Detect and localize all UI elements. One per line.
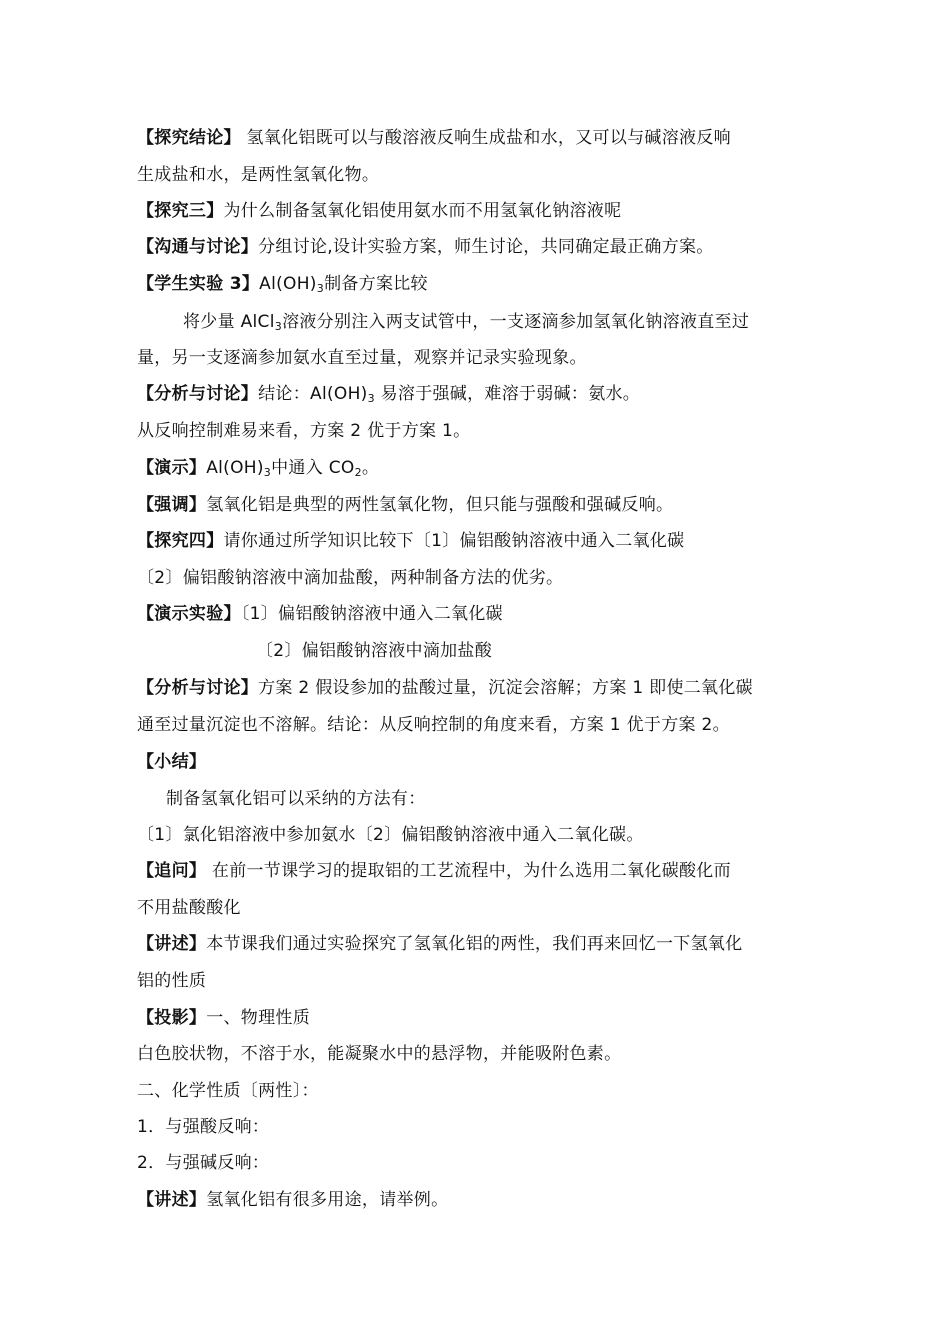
body-text: 将少量 AlCl — [183, 312, 275, 332]
body-text: 方案 2 假设参加的盐酸过量，沉淀会溶解；方案 1 即使二氧化碳 — [258, 678, 753, 698]
heading-label: 【演示】 — [137, 458, 207, 478]
paragraph-discussion — [137, 235, 714, 259]
body-text: 氢氧化铝有很多用途，请举例。 — [206, 1190, 449, 1210]
body-text: 从反响控制难易来看，方案 2 优于方案 1。 — [137, 421, 471, 441]
paragraph-line — [137, 1042, 621, 1066]
body-text: 在前一节课学习的提取铝的工艺流程中，为什么选用二氧化碳酸化而 — [206, 861, 731, 881]
paragraph-line — [137, 1079, 319, 1103]
paragraph-line — [137, 896, 241, 920]
body-text: 生成盐和水，是两性氢氧化物。 — [137, 165, 380, 185]
heading-label: 【小结】 — [137, 752, 207, 772]
heading-label: 【讲述】 — [137, 934, 207, 954]
paragraph-line — [183, 310, 749, 334]
paragraph-inquiry-four — [137, 529, 684, 553]
heading-label: 【分析与讨论】 — [137, 678, 259, 698]
paragraph-summary — [137, 750, 206, 774]
body-text: 一、物理性质 — [206, 1008, 311, 1028]
paragraph-demo — [137, 456, 379, 480]
paragraph-line — [137, 566, 563, 590]
heading-label: 【分析与讨论】 — [137, 384, 259, 404]
body-text: Al(OH) — [259, 274, 317, 294]
paragraph-line — [137, 823, 644, 847]
body-text: 为什么制备氢氧化铝使用氨水而不用氢氧化钠溶液呢 — [223, 201, 622, 221]
heading-label: 【探究四】 — [137, 531, 224, 551]
heading-label: 【投影】 — [137, 1008, 207, 1028]
body-text: 二、化学性质〔两性〕： — [137, 1081, 319, 1101]
paragraph-line — [137, 713, 730, 737]
heading-label: 【沟通与讨论】 — [137, 237, 259, 257]
subscript: 3 — [263, 466, 272, 479]
body-text: 结论：Al(OH) — [258, 384, 368, 404]
body-text: 氢氧化铝既可以与酸溶液反响生成盐和水，又可以与碱溶液反响 — [240, 128, 731, 148]
heading-label: 【强调】 — [137, 495, 207, 515]
paragraph-followup — [137, 859, 731, 883]
body-text: 〔2〕偏铝酸钠溶液中滴加盐酸，两种制备方法的优劣。 — [137, 568, 564, 588]
body-text: 1．与强酸反响： — [137, 1117, 270, 1137]
body-text: 制备氢氧化铝可以采纳的方法有： — [166, 789, 426, 809]
body-text: 〔1〕偏铝酸钠溶液中通入二氧化碳 — [240, 604, 503, 624]
paragraph-projection — [137, 1006, 310, 1030]
paragraph-emphasis — [137, 493, 673, 517]
body-text: 本节课我们通过实验探究了氢氧化铝的两性，我们再来回忆一下氢氧化 — [206, 934, 743, 954]
paragraph-analysis-two — [137, 676, 753, 700]
body-text: 分组讨论,设计实验方案，师生讨论，共同确定最正确方案。 — [258, 237, 714, 257]
paragraph-line — [137, 969, 206, 993]
heading-label: 【追问】 — [137, 861, 207, 881]
subscript: 3 — [367, 392, 375, 405]
body-text: 中通入 CO — [271, 458, 355, 478]
body-text: 量，另一支逐滴参加氨水直至过量，观察并记录实验现象。 — [137, 348, 587, 368]
paragraph-line — [137, 163, 379, 187]
heading-label: 【探究三】 — [137, 201, 224, 221]
paragraph-narration — [137, 932, 743, 956]
subscript: 3 — [274, 320, 283, 333]
paragraph-narration-two — [137, 1188, 448, 1212]
body-text: 铝的性质 — [137, 971, 207, 991]
body-text: 2．与强碱反响： — [137, 1153, 270, 1173]
paragraph-inquiry-conclusion — [137, 126, 731, 150]
body-text: 通至过量沉淀也不溶解。结论：从反响控制的角度来看，方案 1 优于方案 2。 — [137, 715, 730, 735]
paragraph-line — [137, 1151, 269, 1175]
body-text: Al(OH) — [206, 458, 264, 478]
body-text: 不用盐酸酸化 — [137, 898, 241, 918]
heading-label: 【学生实验 3】 — [137, 274, 260, 294]
body-text: 。 — [361, 458, 380, 478]
body-text: 制备方案比较 — [324, 274, 428, 294]
subscript: 3 — [316, 282, 325, 295]
body-text: 〔1〕氯化铝溶液中参加氨水〔2〕偏铝酸钠溶液中通入二氧化碳。 — [137, 825, 644, 845]
heading-label: 【探究结论】 — [137, 128, 241, 148]
paragraph-line — [137, 419, 470, 443]
heading-label: 【讲述】 — [137, 1190, 207, 1210]
paragraph-line — [256, 639, 492, 663]
paragraph-line — [166, 787, 426, 811]
paragraph-inquiry-three — [137, 199, 621, 223]
body-text: 白色胶状物，不溶于水，能凝聚水中的悬浮物，并能吸附色素。 — [137, 1044, 622, 1064]
subscript: 2 — [354, 466, 362, 479]
paragraph-line — [137, 346, 587, 370]
body-text: 溶液分别注入两支试管中，一支逐滴参加氢氧化钠溶液直至过 — [282, 312, 750, 332]
body-text: 〔2〕偏铝酸钠溶液中滴加盐酸 — [256, 641, 493, 661]
paragraph-line — [137, 1115, 269, 1139]
body-text: 请你通过所学知识比较下〔1〕偏铝酸钠溶液中通入二氧化碳 — [223, 531, 685, 551]
paragraph-analysis — [137, 382, 640, 406]
paragraph-student-experiment — [137, 272, 428, 296]
body-text: 易溶于强碱，难溶于弱碱：氨水。 — [374, 384, 641, 404]
heading-label: 【演示实验】 — [137, 604, 241, 624]
body-text: 氢氧化铝是典型的两性氢氧化物，但只能与强酸和强碱反响。 — [206, 495, 674, 515]
paragraph-demo-experiment — [137, 602, 503, 626]
